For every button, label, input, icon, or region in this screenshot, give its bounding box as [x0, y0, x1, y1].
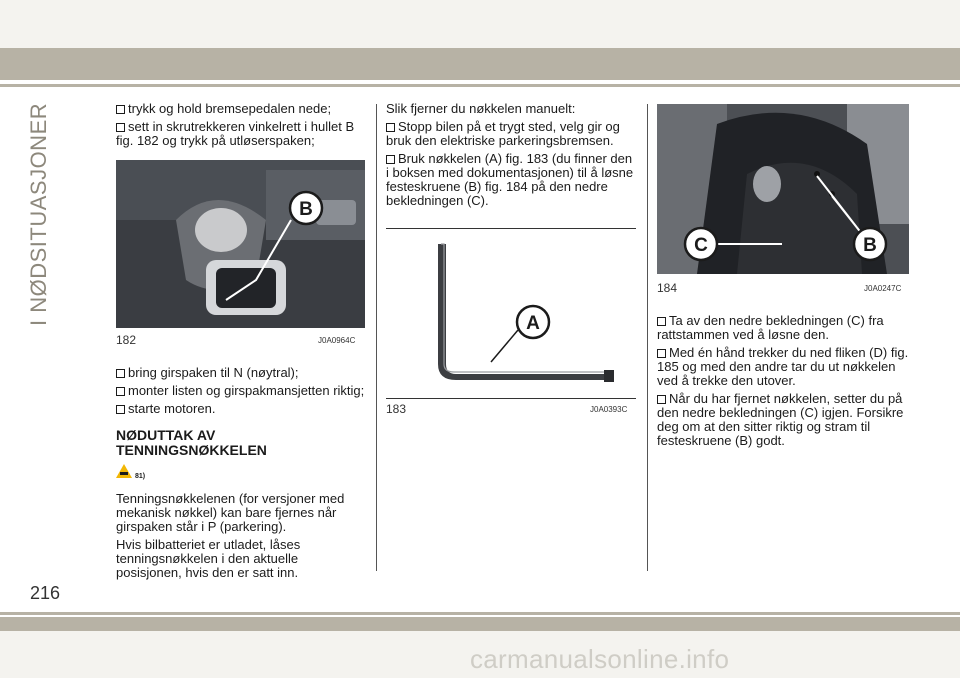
checkbox-icon: [116, 405, 125, 414]
list-item: bring girspaken til N (nøytral);: [116, 366, 366, 380]
page-number: 216: [30, 583, 61, 603]
footer-band: [0, 617, 960, 631]
column-divider: [376, 104, 377, 571]
figure-code: J0A0393C: [590, 405, 628, 414]
hex-key-illustration: [386, 234, 636, 394]
callout-label-a: A: [526, 313, 540, 334]
gear-shifter-illustration: [116, 160, 365, 328]
list-item: Stopp bilen på et trygt sted, velg gir og bruk den elektriske parkeringsbremsen.: [386, 119, 620, 148]
figure-code: J0A0964C: [318, 336, 356, 345]
checkbox-icon: [386, 123, 395, 132]
checkbox-icon: [657, 349, 666, 358]
paragraph: Hvis bilbatteriet er utladet, låses tenningsnøkkelen i den aktuelle posisjonen, hvis den er satt inn.: [116, 537, 301, 580]
figure-184-photo: [657, 104, 909, 274]
watermark: carmanualsonline.info: [470, 644, 730, 674]
figure-rule: [386, 398, 636, 399]
checkbox-icon: [386, 155, 395, 164]
list-item: Med én hånd trekker du ned fliken (D) fig. 185 og med den andre tar du ut nøkkelen ved å trekke den utover.: [657, 345, 909, 388]
figure-182-photo: [116, 160, 365, 328]
list-item: Ta av den nedre bekledningen (C) fra rattstammen ved å løsne den.: [657, 313, 884, 342]
top-margin: [0, 0, 960, 48]
callout-label-c: C: [694, 235, 708, 256]
figure-number: 183: [386, 402, 407, 416]
column-1: [116, 102, 366, 152]
figure-code: J0A0247C: [864, 284, 902, 293]
checkbox-icon: [116, 369, 125, 378]
figure-number: 182: [116, 333, 137, 347]
warning-reference: 81): [116, 464, 366, 484]
steering-column-illustration: [657, 104, 909, 274]
callout-label-b: B: [863, 235, 877, 256]
list-item: monter listen og girspakmansjetten riktig;: [116, 384, 366, 398]
header-rule: [0, 84, 960, 87]
footer-rule: [0, 612, 960, 615]
checkbox-icon: [116, 123, 125, 132]
section-heading: NØDUTTAK AV TENNINGSNØKKELEN: [116, 427, 267, 458]
figure-number: 184: [657, 281, 678, 295]
list-item: sett in skrutrekkeren vinkelrett i hullet B fig. 182 og trykk på utløserspaken;: [116, 119, 355, 148]
checkbox-icon: [116, 105, 125, 114]
figure-183-illustration: [386, 234, 636, 394]
column-2: [386, 102, 636, 212]
callout-label-b: B: [299, 199, 313, 220]
list-item: Bruk nøkkelen (A) fig. 183 (du finner den i boksen med dokumentasjonen) til å løsne festeskruene (B) fig. 184 på den nedre bekledningen (C).: [386, 151, 634, 208]
warning-icon: [116, 464, 132, 478]
list-item: starte motoren.: [116, 402, 366, 416]
checkbox-icon: [657, 395, 666, 404]
column-3: [657, 314, 909, 452]
figure-rule: [386, 228, 636, 229]
column-1-lower: [116, 366, 366, 584]
list-item: Når du har fjernet nøkkelen, setter du på den nedre bekledningen (C) igjen. Forsikre deg om at den sitter riktig og stram til festeskruene (B) godt.: [657, 391, 904, 448]
checkbox-icon: [657, 317, 666, 326]
checkbox-icon: [116, 387, 125, 396]
list-item: trykk og hold bremsepedalen nede;: [116, 102, 366, 116]
paragraph: Tenningsnøkkelenen (for versjoner med mekanisk nøkkel) kan bare fjernes når girspaken står i P (parkering).: [116, 491, 345, 534]
paragraph: Slik fjerner du nøkkelen manuelt:: [386, 101, 576, 116]
header-band: [0, 48, 960, 80]
column-divider: [647, 104, 648, 571]
chapter-title: I NØDSITUASJONER: [26, 102, 51, 326]
